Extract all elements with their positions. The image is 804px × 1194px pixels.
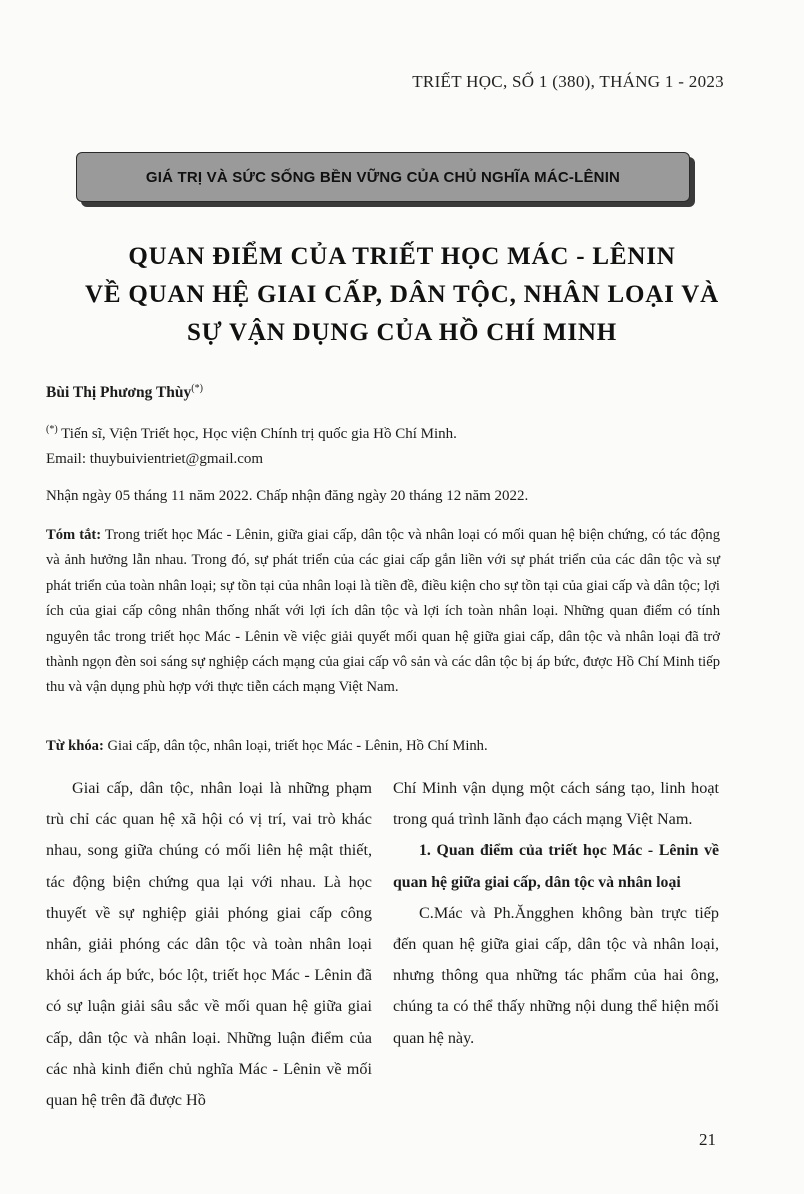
received-dates: Nhận ngày 05 tháng 11 năm 2022. Chấp nhận đăng ngày 20 tháng 12 năm 2022.	[46, 488, 529, 504]
body-column-left	[46, 773, 372, 1116]
section-heading: 1. Quan điểm của triết học Mác - Lênin về quan hệ giữa giai cấp, dân tộc và nhân loại	[393, 842, 719, 891]
author-footnote-mark: (*)	[191, 383, 203, 394]
abstract-text: Trong triết học Mác - Lênin, giữa giai cấp, dân tộc và nhân loại có mối quan hệ biện chứng, có tác động và ảnh hưởng lẫn nhau. Trong đó, sự phát triển của các giai cấp gắn liền với sự phát triển của các dân tộc và sự phát triển của toàn nhân loại; sự tồn tại của nhân loại là tiền đề, điều kiện cho sự tồn tại của giai cấp và dân tộc; lợi ích của giai cấp công nhân thống nhất với lợi ích dân tộc và lợi ích toàn nhân loại. Những quan điểm có tính nguyên tắc trong triết học Mác - Lênin về việc giải quyết mối quan hệ giữa giai cấp, dân tộc và nhân loại đã trở thành ngọn đèn soi sáng sự nghiệp cách mạng của giai cấp vô sản và các dân tộc bị áp bức, được Hồ Chí Minh tiếp thu và vận dụng phù hợp với thực tiễn cách mạng Việt Nam.	[46, 527, 720, 696]
keywords-label: Từ khóa:	[46, 738, 104, 754]
keywords-text: Giai cấp, dân tộc, nhân loại, triết học Mác - Lênin, Hồ Chí Minh.	[103, 738, 488, 754]
title-line-2: VỀ QUAN HỆ GIAI CẤP, DÂN TỘC, NHÂN LOẠI VÀ	[85, 281, 719, 308]
title-line-1: QUAN ĐIỂM CỦA TRIẾT HỌC MÁC - LÊNIN	[128, 243, 676, 270]
article-title	[40, 238, 764, 352]
author-email: Email: thuybuivientriet@gmail.com	[46, 451, 264, 467]
running-head: TRIẾT HỌC, SỐ 1 (380), THÁNG 1 - 2023	[412, 72, 724, 91]
section-banner: GIÁ TRỊ VÀ SỨC SỐNG BỀN VỮNG CỦA CHỦ NGHĨA MÁC-LÊNIN	[76, 152, 690, 202]
abstract-label: Tóm tắt:	[46, 527, 102, 543]
body-paragraph-continuation: Chí Minh vận dụng một cách sáng tạo, linh hoạt trong quá trình lãnh đạo cách mạng Việt Nam.	[393, 779, 719, 829]
author-name: Bùi Thị Phương Thùy	[46, 384, 192, 402]
abstract	[46, 523, 720, 701]
affiliation-text: Tiến sĩ, Viện Triết học, Học viện Chính trị quốc gia Hồ Chí Minh.	[57, 426, 457, 442]
author-affiliation	[46, 424, 457, 443]
body-column-right	[393, 773, 719, 1054]
page-number: 21	[699, 1130, 716, 1149]
author-line	[46, 383, 203, 402]
affiliation-mark: (*)	[46, 424, 58, 435]
body-paragraph: Giai cấp, dân tộc, nhân loại là những phạm trù chỉ các quan hệ xã hội có vị trí, vai trò khác nhau, song giữa chúng có mối liên hệ mật thiết, tác động biện chứng qua lại với nhau. Là học thuyết về sự nghiệp giải phóng giai cấp công nhân, giải phóng các dân tộc và toàn nhân loại khỏi ách áp bức, bóc lột, triết học Mác - Lênin đã có sự luận giải sâu sắc về mối quan hệ giữa giai cấp, dân tộc và nhân loại. Những luận điểm của các nhà kinh điển chủ nghĩa Mác - Lênin về mối quan hệ trên đã được Hồ	[46, 779, 372, 1110]
keywords	[46, 735, 720, 757]
title-line-3: SỰ VẬN DỤNG CỦA HỒ CHÍ MINH	[187, 319, 617, 346]
body-paragraph: C.Mác và Ph.Ăngghen không bàn trực tiếp đến quan hệ giữa giai cấp, dân tộc và nhân loại, nhưng thông qua những tác phẩm của hai ông, chúng ta có thể thấy những nội dung thể hiện mối quan hệ này.	[393, 903, 719, 1047]
